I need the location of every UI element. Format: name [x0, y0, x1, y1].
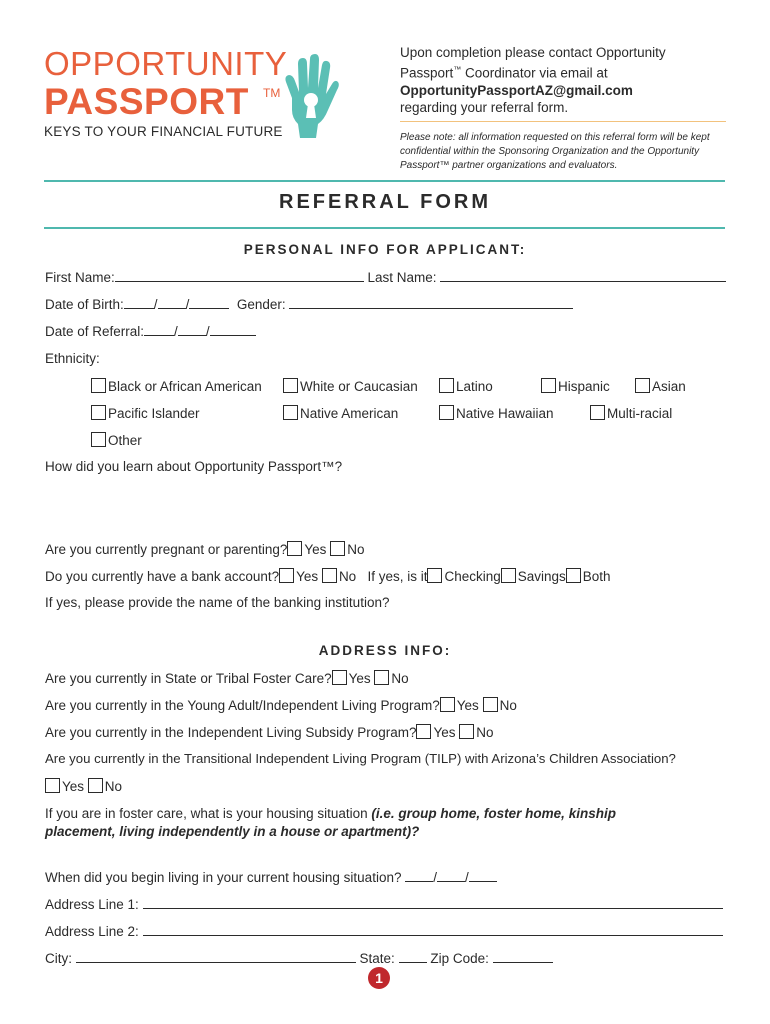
referral-date-row [45, 324, 256, 339]
young-adult-no-checkbox[interactable] [483, 697, 498, 712]
referral-date-label: Date of Referral: [45, 324, 145, 339]
dob-year-field[interactable] [189, 297, 229, 309]
contact-passport-word: Passport [400, 65, 454, 81]
logo-word-passport: PASSPORT [44, 81, 249, 122]
option-label: Native Hawaiian [456, 406, 554, 421]
no-label: No [104, 779, 123, 794]
hand-keyhole-icon [278, 54, 340, 138]
young-adult-question: Are you currently in the Young Adult/Independent Living Program? [45, 698, 440, 713]
pregnant-no-checkbox[interactable] [330, 541, 345, 556]
gender-label: Gender: [236, 297, 286, 312]
referral-year-field[interactable] [210, 324, 256, 336]
ethnicity-label: Ethnicity: [45, 351, 100, 366]
bank-type-question: If yes, is it [367, 569, 428, 584]
dob-row [45, 297, 573, 312]
logo [44, 44, 344, 144]
checkbox[interactable] [439, 378, 454, 393]
address-line-1-field[interactable] [143, 897, 723, 909]
begin-month-field[interactable] [405, 870, 433, 882]
checkbox[interactable] [439, 405, 454, 420]
option-label: Pacific Islander [108, 406, 200, 421]
yes-label: Yes [304, 542, 327, 557]
zip-field[interactable] [493, 951, 553, 963]
checking-label: Checking [444, 569, 501, 584]
page-number-badge: 1 [368, 967, 390, 989]
first-name-field[interactable] [115, 270, 364, 282]
housing-question-line-1 [45, 806, 616, 821]
referral-slash: / [174, 324, 178, 339]
young-adult-yes-checkbox[interactable] [440, 697, 455, 712]
checkbox[interactable] [91, 405, 106, 420]
yes-label: Yes [296, 569, 319, 584]
housing-question-examples: (i.e. group home, foster home, kinship [371, 806, 616, 821]
begin-year-field[interactable] [469, 870, 497, 882]
state-field[interactable] [399, 951, 427, 963]
zip-label: Zip Code: [430, 951, 489, 966]
pregnant-row [45, 541, 364, 557]
city-field[interactable] [76, 951, 356, 963]
last-name-field[interactable] [440, 270, 726, 282]
address-line-1-label: Address Line 1: [45, 897, 139, 912]
savings-label: Savings [517, 569, 566, 584]
dob-day-field[interactable] [158, 297, 186, 309]
option-label: White or Caucasian [300, 379, 418, 394]
option-label: Black or African American [108, 379, 262, 394]
begin-slash: / [433, 870, 437, 885]
savings-checkbox[interactable] [501, 568, 516, 583]
foster-no-checkbox[interactable] [374, 670, 389, 685]
checkbox[interactable] [590, 405, 605, 420]
both-checkbox[interactable] [566, 568, 581, 583]
option-label: Latino [456, 379, 493, 394]
no-label: No [391, 671, 409, 686]
contact-line-1: Upon completion please contact Opportunity [400, 45, 666, 60]
housing-question-text: If you are in foster care, what is your housing situation [45, 806, 372, 821]
housing-question-line-2: placement, living independently in a house or apartment)? [45, 824, 420, 839]
both-label: Both [582, 569, 611, 584]
checking-checkbox[interactable] [427, 568, 442, 583]
logo-tagline: KEYS TO YOUR FINANCIAL FUTURE [44, 124, 283, 139]
divider-orange [400, 121, 726, 122]
tilp-question: Are you currently in the Transitional Independent Living Program (TILP) with Arizona’s Children Association? [45, 751, 676, 766]
subsidy-row [45, 724, 494, 740]
ethnicity-option-pacific[interactable] [91, 405, 200, 421]
option-label: Native American [300, 406, 399, 421]
option-label: Hispanic [558, 379, 610, 394]
dob-slash: / [153, 297, 158, 312]
option-label: Asian [652, 379, 686, 394]
last-name-label: Last Name: [367, 270, 437, 285]
foster-row [45, 670, 409, 686]
state-label: State: [359, 951, 395, 966]
yes-label: Yes [348, 671, 371, 686]
yes-label: Yes [433, 725, 456, 740]
address-line-2-field[interactable] [143, 924, 723, 936]
ethnicity-option-latino[interactable] [439, 378, 493, 394]
section-title-personal: PERSONAL INFO FOR APPLICANT: [243, 242, 527, 257]
pregnant-question: Are you currently pregnant or parenting? [45, 542, 288, 557]
address-line-2-row [45, 924, 723, 939]
name-row [45, 270, 726, 285]
contact-tm: ™ [453, 65, 462, 74]
contact-info [400, 44, 730, 116]
tilp-no-checkbox[interactable] [88, 778, 103, 793]
dob-label: Date of Birth: [45, 297, 124, 312]
foster-yes-checkbox[interactable] [332, 670, 347, 685]
contact-email-link[interactable]: OpportunityPassportAZ@gmail.com [400, 82, 633, 98]
referral-month-field[interactable] [144, 324, 174, 336]
tilp-yes-checkbox[interactable] [45, 778, 60, 793]
subsidy-yes-checkbox[interactable] [416, 724, 431, 739]
checkbox[interactable] [283, 405, 298, 420]
logo-word-opportunity: OPPORTUNITY [44, 45, 288, 82]
begin-date-question: When did you begin living in your current housing situation? [45, 870, 402, 885]
address-line-2-label: Address Line 2: [45, 924, 139, 939]
yes-label: Yes [456, 698, 479, 713]
subsidy-no-checkbox[interactable] [459, 724, 474, 739]
no-label: No [476, 725, 494, 740]
city-state-zip-row [45, 951, 553, 966]
begin-day-field[interactable] [437, 870, 465, 882]
option-label: Other [108, 433, 142, 448]
ethnicity-option-native-hawaiian[interactable] [439, 405, 554, 421]
bank-yes-checkbox[interactable] [279, 568, 294, 583]
bank-name-question: If yes, please provide the name of the banking institution? [45, 595, 390, 610]
foster-question: Are you currently in State or Tribal Foster Care? [45, 671, 332, 686]
young-adult-row [45, 697, 517, 713]
ethnicity-option-asian[interactable] [635, 378, 686, 394]
first-name-label: First Name: [45, 270, 115, 285]
begin-date-row [45, 870, 497, 885]
ethnicity-option-hispanic[interactable] [541, 378, 610, 394]
checkbox[interactable] [283, 378, 298, 393]
gender-field[interactable] [289, 297, 573, 309]
city-label: City: [45, 951, 72, 966]
contact-line-2 [400, 61, 730, 82]
divider-teal-top [44, 180, 725, 182]
dob-slash: / [185, 297, 190, 312]
dob-month-field[interactable] [124, 297, 154, 309]
ethnicity-option-black[interactable] [91, 378, 262, 394]
confidentiality-note: Please note: all information requested on this referral form will be kept confidential within the Sponsoring Organization and the Opportunity Passport™ partner organizations and evaluators. [400, 132, 710, 171]
ethnicity-option-white[interactable] [283, 378, 418, 394]
no-label: No [338, 569, 357, 584]
form-title: REFERRAL FORM [279, 191, 491, 213]
tilp-answer-row [45, 778, 122, 794]
divider-teal-bottom [44, 227, 725, 229]
bank-question: Do you currently have a bank account? [45, 569, 280, 584]
checkbox[interactable] [91, 378, 106, 393]
address-line-1-row [45, 897, 723, 912]
pregnant-yes-checkbox[interactable] [287, 541, 302, 556]
bank-row [45, 568, 611, 584]
ethnicity-option-other[interactable] [91, 432, 142, 448]
option-label: Multi-racial [607, 406, 673, 421]
checkbox[interactable] [541, 378, 556, 393]
no-label: No [347, 542, 365, 557]
yes-label: Yes [62, 779, 85, 794]
contact-coordinator-text: Coordinator via email at [461, 65, 608, 81]
contact-line-4: regarding your referral form. [400, 99, 569, 115]
logo-trademark: TM [263, 86, 281, 100]
ethnicity-option-multiracial[interactable] [590, 405, 672, 421]
bank-no-checkbox[interactable] [322, 568, 337, 583]
learn-question: How did you learn about Opportunity Passport™? [45, 459, 343, 474]
ethnicity-option-native-american[interactable] [283, 405, 398, 421]
checkbox[interactable] [91, 432, 106, 447]
referral-slash: / [205, 324, 210, 339]
section-title-address: ADDRESS INFO: [318, 643, 452, 658]
no-label: No [499, 698, 517, 713]
checkbox[interactable] [635, 378, 650, 393]
subsidy-question: Are you currently in the Independent Living Subsidy Program? [45, 725, 417, 740]
begin-slash: / [465, 870, 469, 885]
referral-day-field[interactable] [178, 324, 206, 336]
